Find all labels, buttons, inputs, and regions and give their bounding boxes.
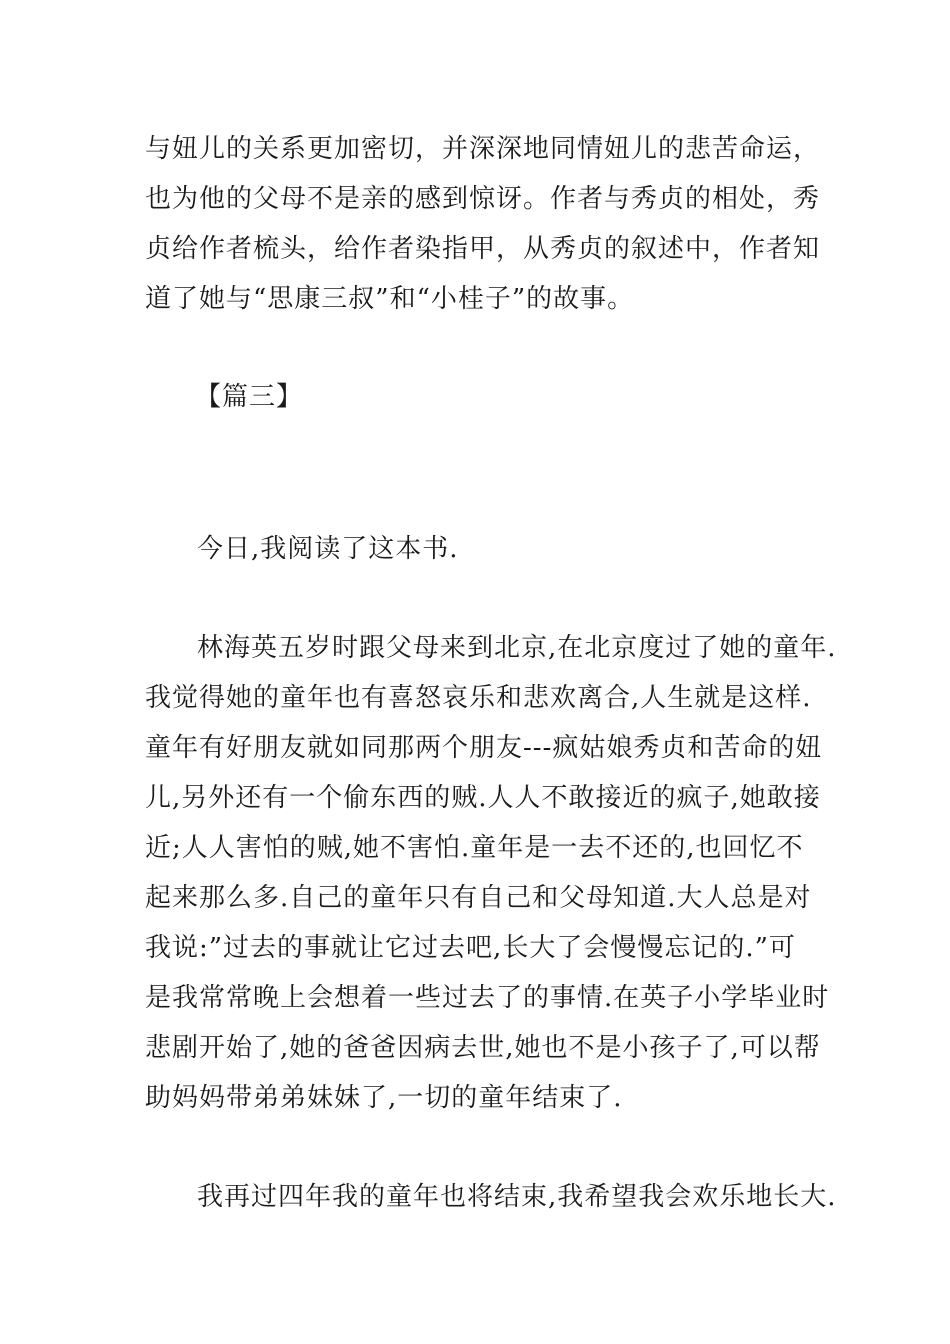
paragraph-2 [145, 524, 815, 574]
paragraph-line: 助妈妈带弟弟妹妹了,一切的童年结束了. [145, 1083, 623, 1113]
paragraph-4 [145, 1172, 837, 1222]
paragraph-line: 我觉得她的童年也有喜怒哀乐和悲欢离合,人生就是这样. [145, 683, 812, 713]
paragraph-line: 童年有好朋友就如同那两个朋友---疯姑娘秀贞和苦命的妞 [145, 733, 823, 763]
paragraph-line: 贞给作者梳头，给作者染指甲，从秀贞的叙述中，作者知 [145, 234, 821, 264]
paragraph-line: 也为他的父母不是亲的感到惊讶。作者与秀贞的相处，秀 [145, 184, 821, 214]
paragraph-line: 我再过四年我的童年也将结束,我希望我会欢乐地长大. [197, 1182, 837, 1212]
paragraph-line: 道了她与“思康三叔”和“小桂子”的故事。 [145, 284, 635, 314]
paragraph-line: 悲剧开始了,她的爸爸因病去世,她也不是小孩子了,可以帮 [145, 1033, 821, 1063]
section-heading [195, 372, 865, 422]
paragraph-line: 林海英五岁时跟父母来到北京,在北京度过了她的童年. [197, 633, 837, 663]
paragraph-line: 今日,我阅读了这本书. [197, 534, 459, 564]
paragraph-1 [145, 124, 821, 324]
paragraph-line: 儿,另外还有一个偷东西的贼.人人不敢接近的疯子,她敢接 [145, 783, 821, 813]
paragraph-line: 我说:”过去的事就让它过去吧,长大了会慢慢忘记的.”可 [145, 933, 796, 963]
paragraph-3 [145, 623, 837, 1123]
paragraph-line: 与妞儿的关系更加密切，并深深地同情妞儿的悲苦命运， [145, 134, 821, 164]
section-heading-text: 【篇三】 [195, 382, 304, 412]
paragraph-line: 起来那么多.自己的童年只有自己和父母知道.大人总是对 [145, 883, 812, 913]
paragraph-line: 是我常常晚上会想着一些过去了的事情.在英子小学毕业时 [145, 983, 830, 1013]
paragraph-line: 近;人人害怕的贼,她不害怕.童年是一去不还的,也回忆不 [145, 833, 804, 863]
